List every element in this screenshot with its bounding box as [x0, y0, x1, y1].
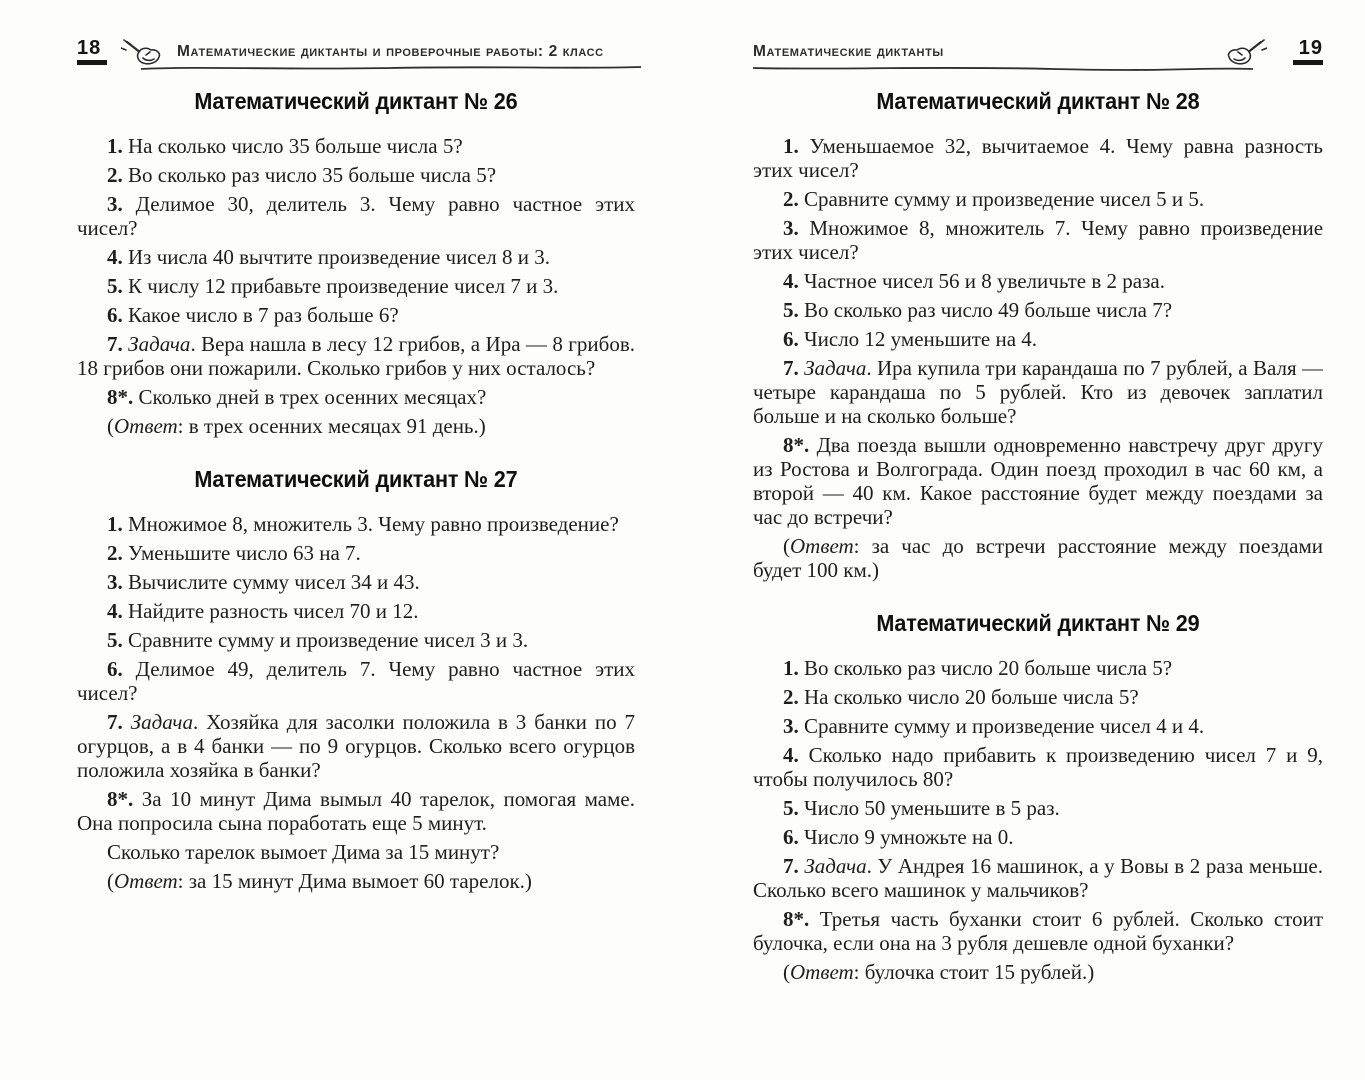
item-number: 4. [783, 743, 809, 767]
section-title-text: Математический диктант № 29 [876, 610, 1200, 636]
dictation-item [77, 628, 635, 652]
page-number: 18 [77, 37, 102, 59]
item-text: Во сколько раз число 35 больше числа 5? [128, 163, 497, 187]
item-text: . Ира купила три карандаша по 7 рублей, а Валя — четыре карандаша по 5 рублей. Кто из девочек заплатил больше и на сколько больше? [753, 356, 1323, 428]
item-number: 5. [783, 298, 804, 322]
item-text: На сколько число 35 больше числа 5? [128, 134, 463, 158]
item-emphasis: Ответ [114, 869, 178, 893]
item-text: Вычислите сумму чисел 34 и 43. [128, 570, 420, 594]
dictation-item [77, 385, 635, 409]
dictation-item [753, 269, 1323, 293]
item-number: 7. [107, 332, 129, 356]
item-emphasis: Ответ [790, 534, 854, 558]
item-number: 4. [107, 599, 128, 623]
item-number: 3. [783, 216, 810, 240]
item-text: Во сколько раз число 20 больше числа 5? [804, 656, 1173, 680]
item-text: Сравните сумму и произведение чисел 4 и 4. [804, 714, 1205, 738]
item-text: : за 15 минут Дима вымоет 60 тарелок.) [177, 869, 532, 893]
item-text: ( [783, 534, 790, 558]
dictation-item [77, 245, 635, 269]
item-text: Два поезда вышли одновременно навстречу друг другу из Ростова и Волгограда. Один поезд проходил в час 60 км, а второй — 40 км. Какое расстояние будет между поездами за час до встречи? [753, 433, 1323, 529]
dictation-item [753, 298, 1323, 322]
item-number: 1. [107, 134, 128, 158]
dictation-item [77, 599, 635, 623]
item-text: Уменьшаемое 32, вычитаемое 4. Чему равна разность этих чисел? [753, 134, 1324, 182]
item-text: Во сколько раз число 49 больше числа 7? [804, 298, 1173, 322]
item-number: 1. [107, 512, 128, 536]
dictation-item [753, 960, 1323, 984]
item-text: Частное чисел 56 и 8 увеличьте в 2 раза. [804, 269, 1165, 293]
page-left [77, 36, 635, 898]
item-number: 6. [107, 657, 136, 681]
item-text: Делимое 30, делитель 3. Чему равно частное этих чисел? [77, 192, 635, 240]
item-text: . Хозяйка для засолки положила в 3 банки по 7 огурцов, а в 4 банки — по 9 огурцов. Сколько всего огурцов положила хозяйка в банки? [77, 710, 636, 782]
item-text: Сколько тарелок вымоет Дима за 15 минут? [107, 840, 500, 864]
header-rule [141, 64, 641, 72]
dictation-item [753, 685, 1323, 709]
item-number: 7. [107, 710, 131, 734]
item-number: 7. [783, 854, 805, 878]
dictation-item [753, 134, 1323, 182]
item-number: 6. [783, 327, 804, 351]
section-title [77, 466, 635, 492]
running-header-left [77, 36, 635, 76]
item-number: 8*. [783, 433, 817, 457]
item-number: 2. [783, 187, 804, 211]
item-number: 6. [783, 825, 804, 849]
item-text: Какое число в 7 раз больше 6? [128, 303, 399, 327]
dictation-item [77, 332, 635, 380]
dictation-item [77, 303, 635, 327]
item-text: ( [783, 960, 790, 984]
item-number: 5. [107, 274, 128, 298]
item-text: Из числа 40 вычтите произведение чисел 8 и 3. [128, 245, 550, 269]
item-emphasis: Ответ [114, 414, 178, 438]
header-rule [753, 64, 1253, 72]
dictation-item [77, 512, 635, 536]
dictation-item [753, 854, 1323, 902]
page-right [753, 36, 1323, 989]
dictation-item [753, 187, 1323, 211]
item-text: ( [107, 414, 114, 438]
item-number: 2. [783, 685, 804, 709]
dictation-item [77, 787, 635, 835]
dictation-item [753, 534, 1323, 582]
item-number: 8*. [783, 907, 820, 931]
item-number: 2. [107, 541, 128, 565]
item-number: 3. [107, 192, 136, 216]
item-text: Третья часть буханки стоит 6 рублей. Сколько стоит булочка, если она на 3 рубля дешевле одной буханки? [753, 907, 1324, 955]
dictation-item [77, 192, 635, 240]
item-text: ( [107, 869, 114, 893]
dictation-item [753, 907, 1323, 955]
section-title [753, 88, 1323, 114]
item-number: 5. [783, 796, 804, 820]
dictation-item [753, 216, 1323, 264]
item-number: 3. [783, 714, 804, 738]
item-text: : за час до встречи расстояние между поездами будет 100 км.) [753, 534, 1323, 582]
dictation-item [753, 656, 1323, 680]
page-number-underline [77, 60, 107, 65]
dictation-item [753, 433, 1323, 529]
item-text: Сколько надо прибавить к произведению чисел 7 и 9, чтобы получилось 80? [753, 743, 1324, 791]
item-emphasis: Задача [130, 710, 193, 734]
dictation-item [77, 869, 635, 893]
item-text: На сколько число 20 больше числа 5? [804, 685, 1139, 709]
section-title-text: Математический диктант № 26 [194, 88, 518, 114]
item-number: 7. [783, 356, 805, 380]
item-text: : в трех осенних месяцах 91 день.) [177, 414, 486, 438]
running-header-title: Математические диктанты и проверочные работы: 2 класс [177, 43, 604, 60]
dictation-item [753, 796, 1323, 820]
item-number: 1. [783, 134, 810, 158]
dictation-item [77, 134, 635, 158]
dictation-item [77, 541, 635, 565]
item-text: К числу 12 прибавьте произведение чисел 7 и 3. [128, 274, 559, 298]
item-text: Уменьшите число 63 на 7. [128, 541, 361, 565]
dictation-item [77, 163, 635, 187]
page-number-block [1293, 38, 1323, 65]
item-text: Множимое 8, множитель 3. Чему равно произведение? [128, 512, 619, 536]
item-text: . У Андрея 16 машинок, а у Вовы в 2 раза меньше. Сколько всего машинок у мальчиков? [753, 854, 1324, 902]
dictation-item [753, 714, 1323, 738]
item-text: Сравните сумму и произведение чисел 5 и 5. [804, 187, 1205, 211]
sections-column-left [77, 88, 635, 893]
item-number: 1. [783, 656, 804, 680]
item-number: 4. [783, 269, 804, 293]
section-title-text: Математический диктант № 28 [876, 88, 1200, 114]
sections-column-right [753, 88, 1323, 984]
item-text: Найдите разность чисел 70 и 12. [128, 599, 419, 623]
section-title-text: Математический диктант № 27 [194, 466, 518, 492]
section-title [753, 610, 1323, 636]
item-text: : булочка стоит 15 рублей.) [853, 960, 1095, 984]
section-title [77, 88, 635, 114]
item-text: Сравните сумму и произведение чисел 3 и 3. [128, 628, 529, 652]
item-text: Сколько дней в трех осенних месяцах? [138, 385, 487, 409]
item-number: 8*. [107, 787, 142, 811]
page-number-block [77, 38, 107, 65]
dictation-item [77, 710, 635, 782]
running-header-right [753, 36, 1323, 76]
item-number: 6. [107, 303, 128, 327]
item-text: . Вера нашла в лесу 12 грибов, а Ира — 8 грибов. 18 грибов они пожарили. Сколько грибов у них осталось? [77, 332, 635, 380]
item-number: 8*. [107, 385, 139, 409]
item-number: 2. [107, 163, 128, 187]
item-text: Множимое 8, множитель 7. Чему равно произведение этих чисел? [753, 216, 1324, 264]
page-number-underline [1293, 60, 1323, 65]
item-number: 4. [107, 245, 128, 269]
dictation-item [753, 327, 1323, 351]
item-text: Число 50 уменьшите в 5 раз. [804, 796, 1060, 820]
dictation-item [77, 414, 635, 438]
dictation-item [753, 743, 1323, 791]
item-emphasis: Задача [128, 332, 191, 356]
item-text: Число 9 умножьте на 0. [804, 825, 1014, 849]
dictation-item [77, 840, 635, 864]
item-number: 3. [107, 570, 128, 594]
item-emphasis: Ответ [790, 960, 854, 984]
item-text: За 10 минут Дима вымыл 40 тарелок, помогая маме. Она попросила сына поработать еще 5 минут. [77, 787, 635, 835]
item-text: Делимое 49, делитель 7. Чему равно частное этих чисел? [77, 657, 635, 705]
dictation-item [753, 356, 1323, 428]
running-header-title: Математические диктанты [753, 43, 944, 60]
item-number: 5. [107, 628, 128, 652]
item-text: Число 12 уменьшите на 4. [804, 327, 1038, 351]
dictation-item [77, 657, 635, 705]
item-emphasis: Задача [804, 854, 867, 878]
item-emphasis: Задача [804, 356, 867, 380]
page-number: 19 [1298, 37, 1323, 59]
dictation-item [77, 274, 635, 298]
dictation-item [753, 825, 1323, 849]
dictation-item [77, 570, 635, 594]
